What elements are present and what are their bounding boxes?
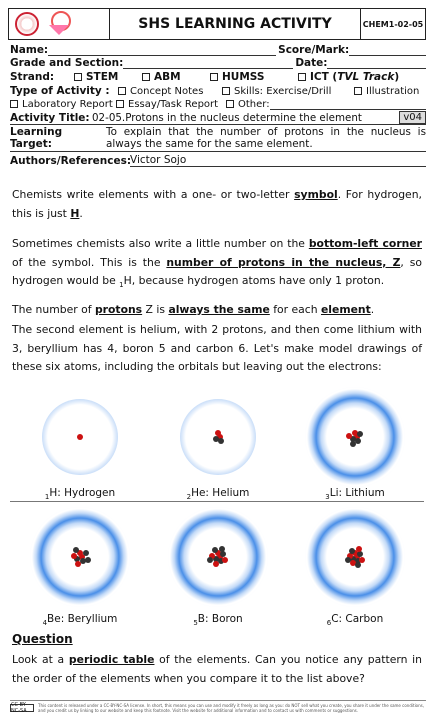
paragraph-proton-number [12,235,422,295]
proton [213,561,219,567]
element-name: B: Boron [197,613,243,625]
illustration-label: Illustration [366,85,420,97]
neutron [357,431,363,437]
stem-checkbox[interactable] [74,73,82,81]
atomic-number: 2 [186,493,192,502]
ict-checkbox[interactable] [298,73,306,81]
other-label: Other: [238,99,270,110]
name-label: Name: [10,43,49,56]
school-seal-logo [15,12,39,36]
term-symbol: symbol [294,188,338,201]
skills-checkbox[interactable] [222,87,230,95]
logos [9,9,109,39]
activity-title-value: 02-05.Protons in the nucleus determine the element [92,112,362,124]
essay-checkbox[interactable] [116,100,124,108]
cc-license-badge: CC BY-NC-SA [10,704,34,712]
text-run: Sometimes chemists also write a little number on the [12,237,309,250]
illustration-checkbox[interactable] [354,87,362,95]
text-run: of the symbol. This is the [12,255,167,269]
paragraph-symbol [12,186,422,223]
proton [77,434,83,440]
neutron [345,557,351,563]
essay-label: Essay/Task Report [128,99,219,110]
atomic-number: 1 [44,493,50,502]
lab-report-checkbox[interactable] [10,100,18,108]
date-label: Date: [295,57,328,69]
name-field[interactable] [48,45,276,56]
score-field[interactable] [349,45,426,56]
term-element: element [320,303,371,316]
element-name: He: Helium [191,487,250,499]
text-run: Look at a [12,653,69,666]
activity-code: CHEM1-02-05 [362,19,424,29]
skills-label: Skills: Exercise/Drill [234,85,332,97]
atom-label [286,487,424,501]
abm-checkbox[interactable] [142,73,150,81]
text-run: Z is [142,303,169,316]
grade-field[interactable] [123,58,293,69]
date-field[interactable] [327,58,426,69]
grade-label: Grade and Section: [10,57,124,69]
text-run: . [79,206,83,220]
neutron [219,546,225,552]
neutron [349,548,355,554]
footer [10,700,426,714]
atom-label [11,487,149,501]
term-always-same: always the same [168,303,270,316]
proton [359,557,365,563]
term-periodic-table: periodic table [68,653,155,666]
authors-label: Authors/References: [10,155,132,167]
deped-logo [47,11,71,37]
humss-label: HUMSS [222,71,265,83]
atom-label [149,487,287,501]
neutron [212,547,218,553]
question-text [12,651,422,688]
question-heading: Question [12,632,73,646]
subscript-1: 1 [119,281,124,290]
text-run: Chemists write elements with a one- or two-letter [12,188,295,201]
atom-label [149,613,287,627]
score-label: Score/Mark: [278,43,350,56]
text-run: of the elements. Can you notice any pattern in the order of the elements when you compare it to the list above? [12,653,422,685]
learning-target-label: Learning Target: [10,126,63,150]
atom-label [11,613,149,627]
paragraph-six-atoms: The second element is helium, with 2 protons, and then come lithium with 3, beryllium has 4, boron 5 and carbon 6. Let's make model drawings of these six atoms, including the orbitals but leaving out the electrons: [12,323,422,373]
term-protons: protons [94,303,143,316]
element-name: Be: Beryllium [47,613,118,625]
stem-label: STEM [86,71,119,83]
strand-label: Strand: [10,71,55,83]
abm-label: ABM [154,71,181,83]
other-checkbox[interactable] [226,100,234,108]
concept-notes-checkbox[interactable] [118,87,126,95]
humss-checkbox[interactable] [210,73,218,81]
text-run: for each [269,303,321,316]
other-field[interactable] [270,99,426,110]
element-name: Li: Lithium [329,487,385,499]
proton [356,546,362,552]
term-h: H [70,206,80,220]
license-text: This content is released under a CC-BY-NC-SA license. In short, this means you can use and modify it freely as long as you: do NOT sell what you create, you share it under the same conditions, and you credit us by linking to our website and keep this footnote. Visit the website for additional information and to contact us with comments or suggestions. [38,702,425,713]
atomic-number: 5 [193,619,198,628]
neutron [350,441,356,447]
proton [75,561,81,567]
version-badge: v04 [399,111,426,124]
neutron [85,557,91,563]
ict-label: ICT ( [310,71,338,83]
text-run: , so hydrogen would be [12,255,422,287]
type-label: Type of Activity : [10,84,110,97]
term-bottom-left: bottom-left corner [308,237,422,250]
atom-row-divider [10,501,424,502]
term-proton-number: number of protons in the nucleus, Z [166,255,401,269]
text-run: H, because hydrogen atoms have only 1 proton. [123,274,385,287]
text-run: . For hydrogen, this is just [12,188,422,220]
concept-notes-label: Concept Notes [130,85,204,97]
atomic-number: 3 [325,493,330,502]
element-name: H: Hydrogen [49,487,116,499]
atomic-number: 6 [326,619,332,628]
lab-report-label: Laboratory Report [22,99,113,110]
header [8,8,426,40]
activity-form: Name: Score/Mark: Grade and Section: Date: Strand: STEM ABM HUMSS ICT (TVL Track) Type of Activity : Concept Notes Skills: Exercise/Drill Illustration Laboratory Report Essay/Task Report Other: Activity Title: 02-05.Protons in the nucleus determine the element v04 Learning Target: To explain that the number of protons in the nucleus is always the same for the same element. Authors/References: Victor Sojo [10,43,426,167]
element-name: C: Carbon [331,613,384,625]
activity-title-label: Activity Title: [10,112,90,124]
page-title: SHS LEARNING ACTIVITY [109,9,361,39]
learning-target-value: To explain that the number of protons in the nucleus is always the same for the same element. [106,126,426,150]
atom-label [286,613,424,627]
atomic-number: 4 [42,619,48,628]
authors-value: Victor Sojo [130,154,426,167]
tvl-track-label: TVL Track [337,71,395,83]
text-run: The number of [12,303,95,316]
text-run: . [370,303,375,316]
paragraph-same-element [12,301,422,320]
